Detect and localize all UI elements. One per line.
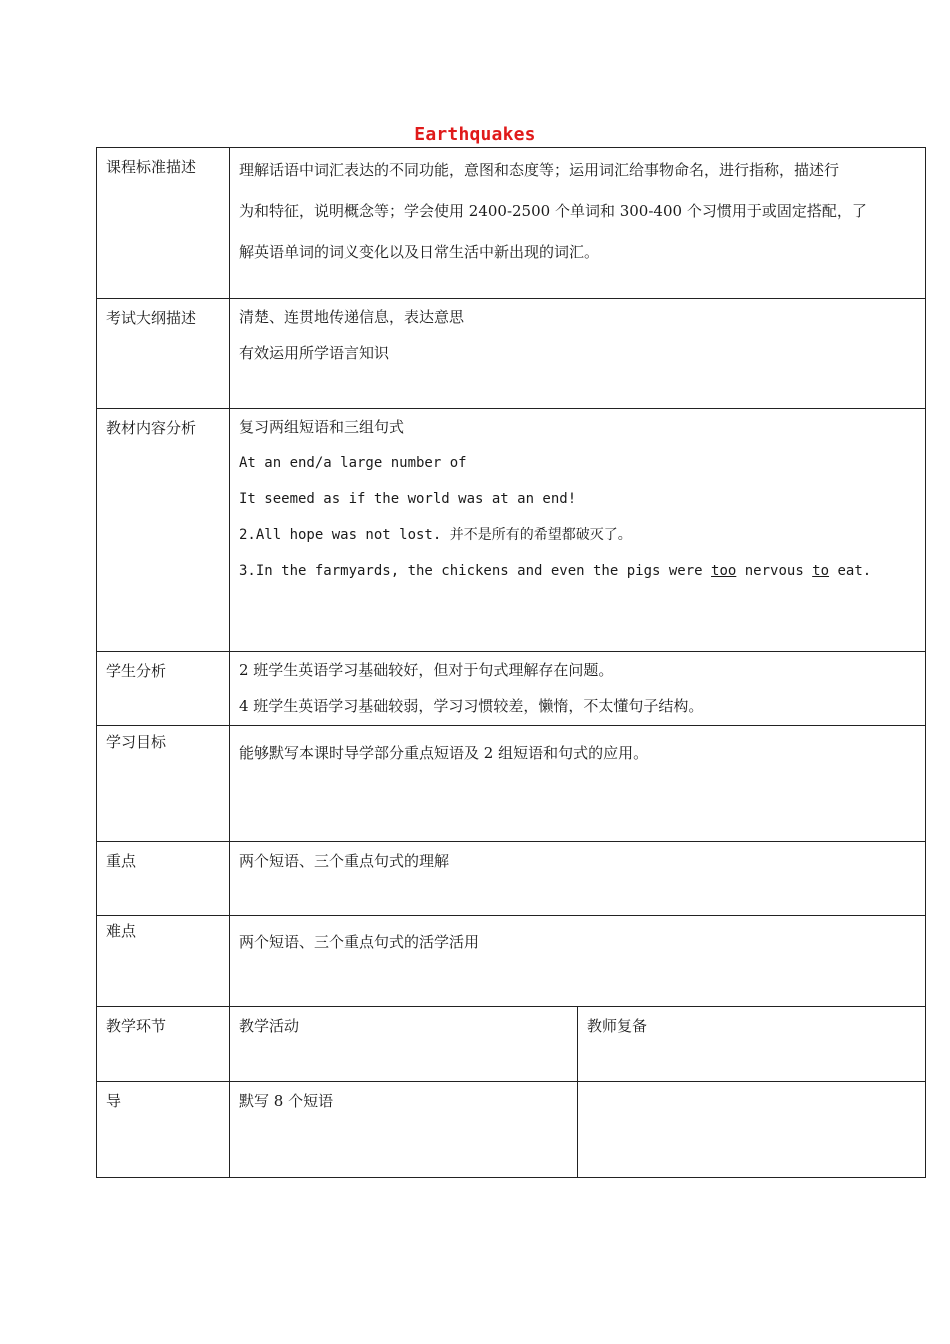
content-line: 理解话语中词汇表达的不同功能，意图和态度等；运用词汇给事物命名，进行指称，描述行 xyxy=(239,161,840,179)
column-header-activity: 教学活动 xyxy=(230,1007,578,1082)
table-row xyxy=(97,842,926,916)
table-row xyxy=(97,1007,926,1082)
row-label-difficulty: 难点 xyxy=(97,916,230,1007)
row-label-exam: 考试大纲描述 xyxy=(97,299,230,409)
row-label-textbook: 教材内容分析 xyxy=(97,409,230,652)
row-label-students: 学生分析 xyxy=(97,652,230,726)
content-line: It seemed as if the world was at an end! xyxy=(239,491,577,507)
document-title: Earthquakes xyxy=(414,124,536,145)
content-line: 解英语单词的词义变化以及日常生活中新出现的词汇。 xyxy=(239,243,600,261)
content-line: 复习两组短语和三组句式 xyxy=(239,418,405,436)
key-points: 两个短语、三个重点句式的理解 xyxy=(230,842,926,916)
content-line: 2.All hope was not lost. 并不是所有的希望都破灭了。 xyxy=(239,527,632,543)
activity-lead: 默写 8 个短语 xyxy=(230,1082,578,1178)
sentence-text: nervous xyxy=(736,563,813,579)
content-line: 2 班学生英语学习基础较好，但对于句式理解存在问题。 xyxy=(239,661,614,679)
content-line: 清楚、连贯地传递信息，表达意思 xyxy=(239,308,465,326)
student-analysis xyxy=(230,652,926,726)
notes-lead xyxy=(578,1082,926,1178)
content-line: At an end/a large number of xyxy=(239,455,467,471)
table-row xyxy=(97,299,926,409)
curriculum-description xyxy=(230,148,926,299)
row-label-goals: 学习目标 xyxy=(97,726,230,842)
table-row xyxy=(97,1082,926,1178)
column-header-notes: 教师复备 xyxy=(578,1007,926,1082)
underlined-word: too xyxy=(711,563,737,579)
column-header-stage: 教学环节 xyxy=(97,1007,230,1082)
content-line: 为和特征，说明概念等；学会使用 2400-2500 个单词和 300-400 个习惯用于或固定搭配，了 xyxy=(239,202,867,220)
stage-lead: 导 xyxy=(97,1082,230,1178)
content-line: 4 班学生英语学习基础较弱，学习习惯较差，懒惰，不太懂句子结构。 xyxy=(239,697,704,715)
textbook-analysis xyxy=(230,409,926,652)
table-row xyxy=(97,652,926,726)
table-row xyxy=(97,726,926,842)
lesson-plan-table xyxy=(96,147,926,1178)
exam-description xyxy=(230,299,926,409)
content-line: 有效运用所学语言知识 xyxy=(239,344,390,362)
table-row xyxy=(97,148,926,299)
learning-goals: 能够默写本课时导学部分重点短语及 2 组短语和句式的应用。 xyxy=(230,726,926,842)
table-row xyxy=(97,916,926,1007)
underlined-word: to xyxy=(812,563,830,579)
row-label-curriculum: 课程标准描述 xyxy=(97,148,230,299)
row-label-key: 重点 xyxy=(97,842,230,916)
table-row xyxy=(97,409,926,652)
sentence-text: eat. xyxy=(829,563,872,579)
sentence-text: 3.In the farmyards, the chickens and even the pigs were xyxy=(239,563,712,579)
difficult-points: 两个短语、三个重点句式的活学活用 xyxy=(230,916,926,1007)
content-line xyxy=(239,561,915,581)
